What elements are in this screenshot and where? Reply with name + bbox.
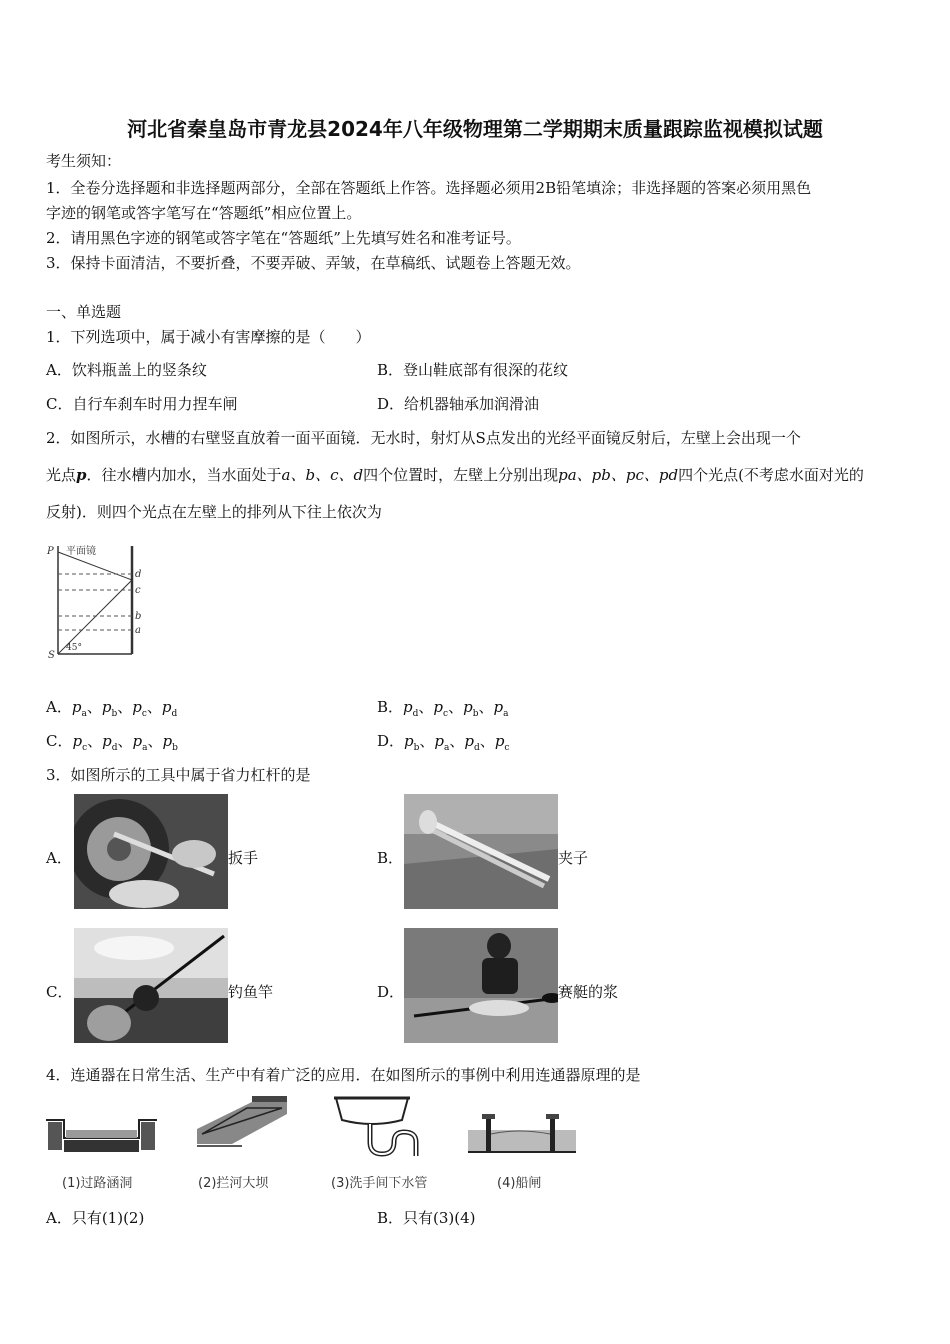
dam-figure — [192, 1094, 292, 1156]
notice-line-2: 2．请用黑色字迹的钢笔或答字笔在“答题纸”上先填写姓名和准考证号。 — [46, 229, 521, 247]
notice-heading: 考生须知： — [46, 152, 122, 170]
page-title: 河北省秦皇岛市青龙县2024年八年级物理第二学期期末质量跟踪监视模拟试题 — [127, 117, 823, 141]
svg-text:平面镜: 平面镜 — [66, 546, 96, 557]
q4-stem: 4．连通器在日常生活、生产中有着广泛的应用．在如图所示的事例中利用连通器原理的是 — [46, 1066, 641, 1084]
q2-option-c: C．$p_c$、$p_d$、$p_a$、$p_b$ — [46, 732, 178, 753]
svg-text:b: b — [135, 611, 142, 622]
q2-stem-line-3: 反射)．则四个光点在左壁上的排列从下往上依次为 — [46, 503, 382, 521]
q3-option-b-text: 夹子 — [558, 849, 589, 867]
q4-option-a: A．只有(1)(2) — [46, 1209, 145, 1227]
q4-caption-1: (1)过路涵洞 — [62, 1176, 133, 1191]
q4-caption-3: (3)洗手间下水管 — [331, 1176, 428, 1191]
q3-option-c-label: C． — [46, 983, 73, 1001]
notice-line-1b: 字迹的钢笔或答字笔写在“答题纸”相应位置上。 — [46, 204, 362, 222]
svg-text:d: d — [135, 569, 142, 580]
sink-drain-figure — [332, 1094, 424, 1160]
q2-option-a: A．$p_a$、$p_b$、$p_c$、$p_d$ — [46, 698, 178, 719]
q2-option-d: D．$p_b$、$p_a$、$p_d$、$p_c$ — [377, 732, 510, 753]
kayak-paddle-photo — [404, 928, 558, 1043]
q1-stem: 1．下列选项中，属于减小有害摩擦的是（ ） — [46, 328, 371, 346]
q3-option-a-label: A． — [46, 849, 72, 867]
q3-option-b-label: B． — [377, 849, 404, 867]
q3-stem: 3．如图所示的工具中属于省力杠杆的是 — [46, 766, 311, 784]
svg-text:S: S — [48, 650, 55, 661]
q3-option-d-text: 赛艇的浆 — [558, 983, 619, 1001]
q4-caption-4: (4)船闸 — [497, 1176, 542, 1191]
q2-option-b: B．$p_d$、$p_c$、$p_b$、$p_a$ — [377, 698, 509, 719]
q1-option-a: A．饮料瓶盖上的竖条纹 — [46, 361, 207, 379]
q1-option-d: D．给机器轴承加润滑油 — [377, 395, 540, 413]
svg-text:a: a — [135, 625, 141, 636]
svg-text:45°: 45° — [66, 643, 82, 653]
wrench-photo — [74, 794, 228, 909]
q3-option-a-text: 扳手 — [228, 849, 259, 867]
q1-option-c: C．自行车刹车时用力捏车闸 — [46, 395, 238, 413]
q2-stem-line-2: 光点p．往水槽内加水，当水面处于a、b、c、d四个位置时，左壁上分别出现pa、pb、pc、pd四个光点(不考虑水面对光的 — [46, 466, 864, 484]
ship-lock-figure — [468, 1110, 576, 1156]
tongs-photo — [404, 794, 558, 909]
svg-text:P: P — [47, 546, 54, 557]
culvert-figure — [44, 1108, 159, 1156]
svg-text:c: c — [135, 585, 141, 596]
q4-option-b: B．只有(3)(4) — [377, 1209, 476, 1227]
fishing-rod-photo — [74, 928, 228, 1043]
notice-line-3: 3．保持卡面清洁，不要折叠，不要弄破、弄皱，在草稿纸、试题卷上答题无效。 — [46, 254, 581, 272]
q3-option-c-text: 钓鱼竿 — [228, 983, 274, 1001]
q3-option-d-label: D． — [377, 983, 405, 1001]
notice-line-1: 1．全卷分选择题和非选择题两部分，全部在答题纸上作答。选择题必须用2B铅笔填涂；非选择题的答案必须用黑色 — [46, 179, 812, 197]
q2-stem-line-1: 2．如图所示，水槽的右壁竖直放着一面平面镜．无水时，射灯从S点发出的光经平面镜反射后，左壁上会出现一个 — [46, 429, 801, 447]
section-heading: 一、单选题 — [46, 303, 122, 321]
q4-caption-2: (2)拦河大坝 — [198, 1176, 269, 1191]
q1-option-b: B．登山鞋底部有很深的花纹 — [377, 361, 569, 379]
q2-water-tank-figure — [44, 540, 156, 662]
